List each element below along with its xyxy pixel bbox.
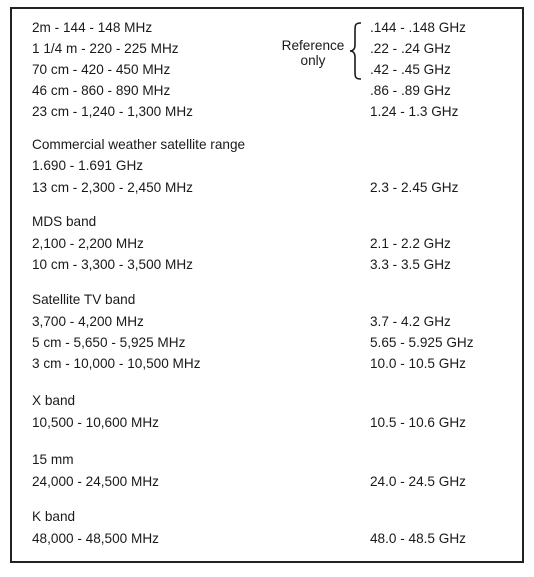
band-right-sat-tv: 3.7 - 4.2 GHz [370,314,451,329]
section-heading-k-band: K band [32,509,76,524]
reference-note [277,38,349,68]
band-left-15mm: 24,000 - 24,500 MHz [32,474,159,489]
band-right-mds: 2.1 - 2.2 GHz [370,236,451,251]
band-right-2m: .144 - .148 GHz [370,20,466,35]
reference-note-line1: Reference [281,38,345,53]
band-left-23cm: 23 cm - 1,240 - 1,300 MHz [32,104,193,119]
band-left-46cm: 46 cm - 860 - 890 MHz [32,83,171,98]
band-left-70cm: 70 cm - 420 - 450 MHz [32,62,171,77]
band-left-x: 10,500 - 10,600 MHz [32,415,159,430]
band-left-weather: 1.690 - 1.691 GHz [32,158,144,173]
band-left-10cm: 10 cm - 3,300 - 3,500 MHz [32,257,193,272]
section-heading-weather-satellite: Commercial weather satellite range [32,137,246,152]
band-right-10cm: 3.3 - 3.5 GHz [370,257,451,272]
table-frame [10,7,524,563]
band-left-2m: 2m - 144 - 148 MHz [32,20,153,35]
band-right-70cm: .42 - .45 GHz [370,62,451,77]
band-right-x: 10.5 - 10.6 GHz [370,415,466,430]
band-right-5cm: 5.65 - 5.925 GHz [370,335,474,350]
band-left-1-25m: 1 1/4 m - 220 - 225 MHz [32,41,179,56]
section-heading-x-band: X band [32,393,76,408]
band-right-23cm: 1.24 - 1.3 GHz [370,104,459,119]
band-right-15mm: 24.0 - 24.5 GHz [370,474,466,489]
reference-note-line2: only [300,53,326,68]
section-heading-mds: MDS band [32,214,97,229]
curly-brace-icon [349,21,363,81]
band-right-46cm: .86 - .89 GHz [370,83,451,98]
band-left-13cm: 13 cm - 2,300 - 2,450 MHz [32,180,193,195]
band-right-13cm: 2.3 - 2.45 GHz [370,180,459,195]
band-left-3cm: 3 cm - 10,000 - 10,500 MHz [32,356,201,371]
band-right-1-25m: .22 - .24 GHz [370,41,451,56]
band-left-5cm: 5 cm - 5,650 - 5,925 MHz [32,335,186,350]
section-heading-15mm: 15 mm [32,452,74,467]
section-heading-satellite-tv: Satellite TV band [32,292,136,307]
band-right-3cm: 10.0 - 10.5 GHz [370,356,466,371]
band-left-sat-tv: 3,700 - 4,200 MHz [32,314,144,329]
band-right-k: 48.0 - 48.5 GHz [370,531,466,546]
band-left-mds: 2,100 - 2,200 MHz [32,236,144,251]
band-left-k: 48,000 - 48,500 MHz [32,531,159,546]
